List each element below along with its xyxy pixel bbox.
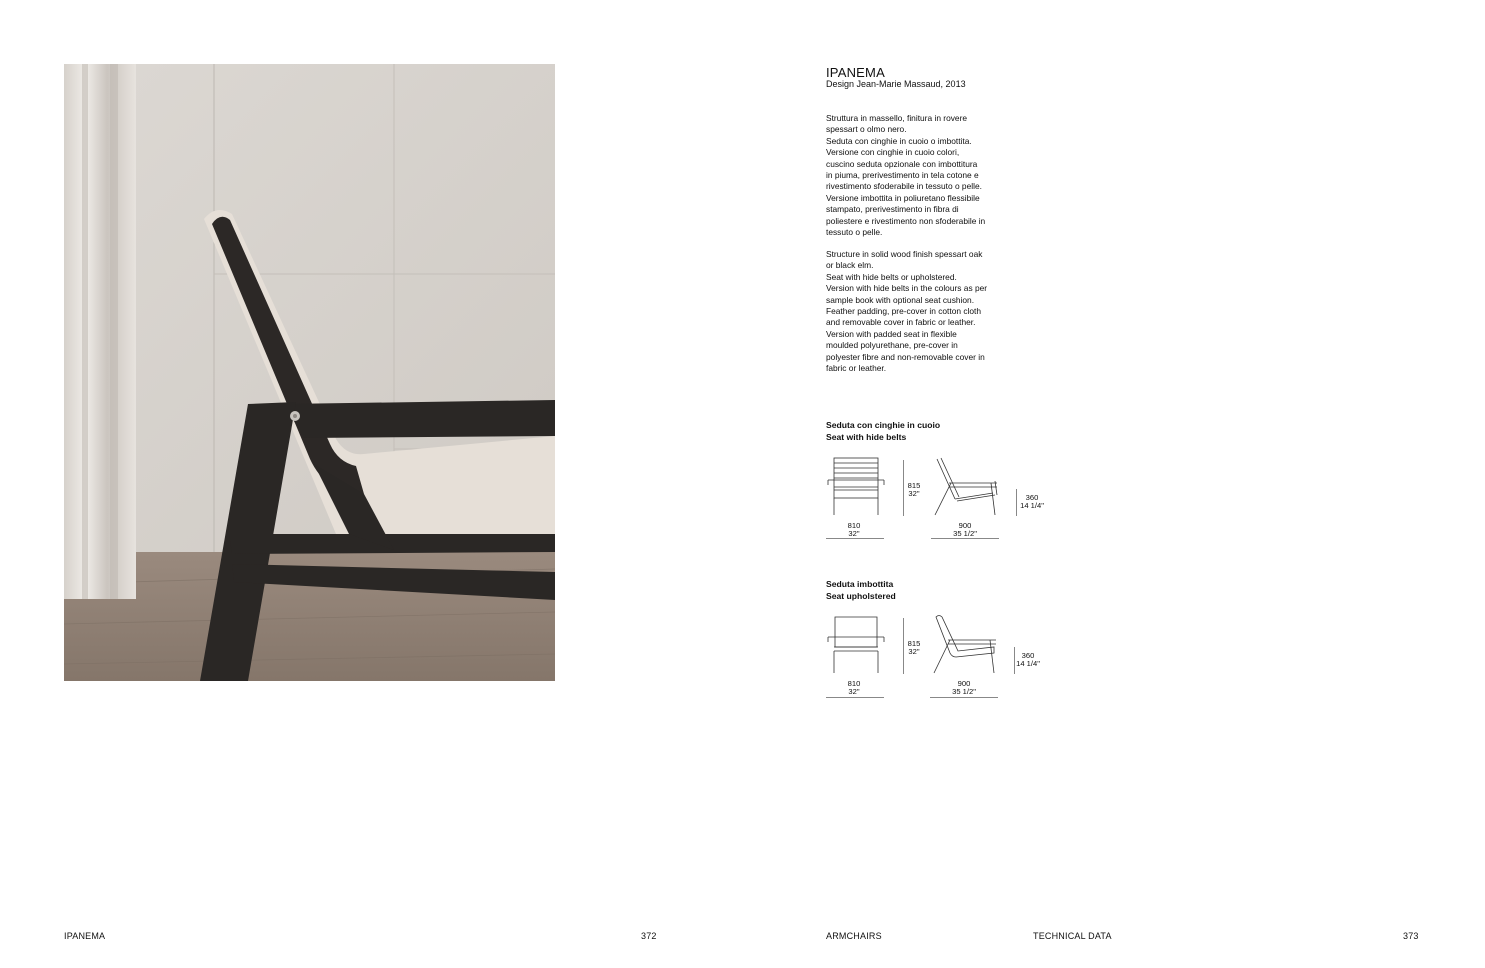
footer-category: ARMCHAIRS	[826, 931, 882, 941]
description-line: poliestere e rivestimento non sfoderabile in	[826, 215, 986, 226]
height-in: 32"	[908, 647, 920, 656]
footer-section: TECHNICAL DATA	[1033, 931, 1112, 941]
depth-in: 35 1/2"	[953, 529, 977, 538]
height-mm: 815	[907, 639, 921, 648]
depth-mm: 900	[957, 679, 971, 688]
section-heading-english: Seat upholstered	[826, 590, 896, 601]
depth-in: 35 1/2"	[952, 687, 976, 696]
page-number-right: 373	[1403, 931, 1419, 941]
designer-credit: Design Jean-Marie Massaud, 2013	[826, 79, 966, 89]
section-heading-english: Seat with hide belts	[826, 431, 907, 442]
front-view-drawing-hide-belts	[826, 455, 886, 519]
description-line: sample book with optional seat cushion.	[826, 294, 975, 305]
description-line: Versione imbottita in poliuretano flessibile	[826, 192, 980, 203]
width-in: 32"	[848, 529, 860, 538]
side-view-drawing-upholstered	[930, 613, 1000, 677]
width-dimension	[824, 522, 884, 538]
side-view-drawing-hide-belts	[931, 455, 1001, 519]
description-line: Version with hide belts in the colours as per	[826, 283, 988, 294]
depth-mm: 900	[958, 521, 972, 530]
description-line: spessart o olmo nero.	[826, 124, 907, 135]
description-line: tessuto o pelle.	[826, 227, 883, 238]
description-line: Feather padding, pre-cover in cotton cloth	[826, 306, 982, 317]
description-line: Struttura in massello, finitura in rovere	[826, 113, 968, 123]
description-english	[826, 249, 1011, 374]
product-title: IPANEMA	[826, 65, 885, 80]
section-heading-italian: Seduta imbottita	[826, 579, 894, 589]
section-heading-upholstered	[826, 579, 896, 602]
footer-product-name: IPANEMA	[64, 931, 106, 941]
description-line: stampato, prerivestimento in fibra di	[826, 204, 959, 215]
depth-dimension	[935, 522, 995, 538]
seat-height-mm: 360	[1021, 651, 1035, 660]
width-dimension-line	[826, 697, 884, 698]
seat-height-dimension	[1002, 494, 1062, 510]
description-line: rivestimento sfoderabile in tessuto o pelle.	[826, 181, 982, 192]
description-line: fabric or leather.	[826, 363, 887, 374]
section-heading-hide-belts	[826, 420, 940, 443]
seat-height-mm: 360	[1025, 493, 1039, 502]
seat-height-in: 14 1/4"	[1020, 501, 1044, 510]
height-in: 32"	[908, 489, 920, 498]
seat-height-dimension	[998, 652, 1058, 668]
description-line: Versione con cinghie in cuoio colori,	[826, 147, 960, 158]
depth-dimension-line	[930, 697, 998, 698]
width-mm: 810	[847, 679, 861, 688]
description-line: and removable cover in fabric or leather.	[826, 317, 976, 328]
front-view-drawing-upholstered	[826, 613, 886, 677]
seat-height-in: 14 1/4"	[1016, 659, 1040, 668]
description-line: polyester fibre and non-removable cover in	[826, 351, 985, 362]
height-mm: 815	[907, 481, 921, 490]
section-heading-italian: Seduta con cinghie in cuoio	[826, 420, 941, 430]
description-line: in piuma, prerivestimento in tela cotone e	[826, 170, 979, 181]
description-line: Structure in solid wood finish spessart oak	[826, 249, 983, 259]
width-dimension	[824, 680, 884, 696]
description-line: or black elm.	[826, 260, 874, 271]
description-line: cuscino seduta opzionale con imbottitura	[826, 158, 978, 169]
description-line: Seat with hide belts or upholstered.	[826, 271, 957, 282]
width-mm: 810	[847, 521, 861, 530]
depth-dimension	[934, 680, 994, 696]
page-number-left: 372	[641, 931, 657, 941]
description-line: moulded polyurethane, pre-cover in	[826, 340, 958, 351]
description-line: Version with padded seat in flexible	[826, 328, 957, 339]
depth-dimension-line	[931, 538, 999, 539]
width-in: 32"	[848, 687, 860, 696]
description-italian	[826, 113, 1011, 238]
description-line: Seduta con cinghie in cuoio o imbottita.	[826, 135, 972, 146]
product-photo	[64, 64, 555, 681]
width-dimension-line	[826, 538, 884, 539]
